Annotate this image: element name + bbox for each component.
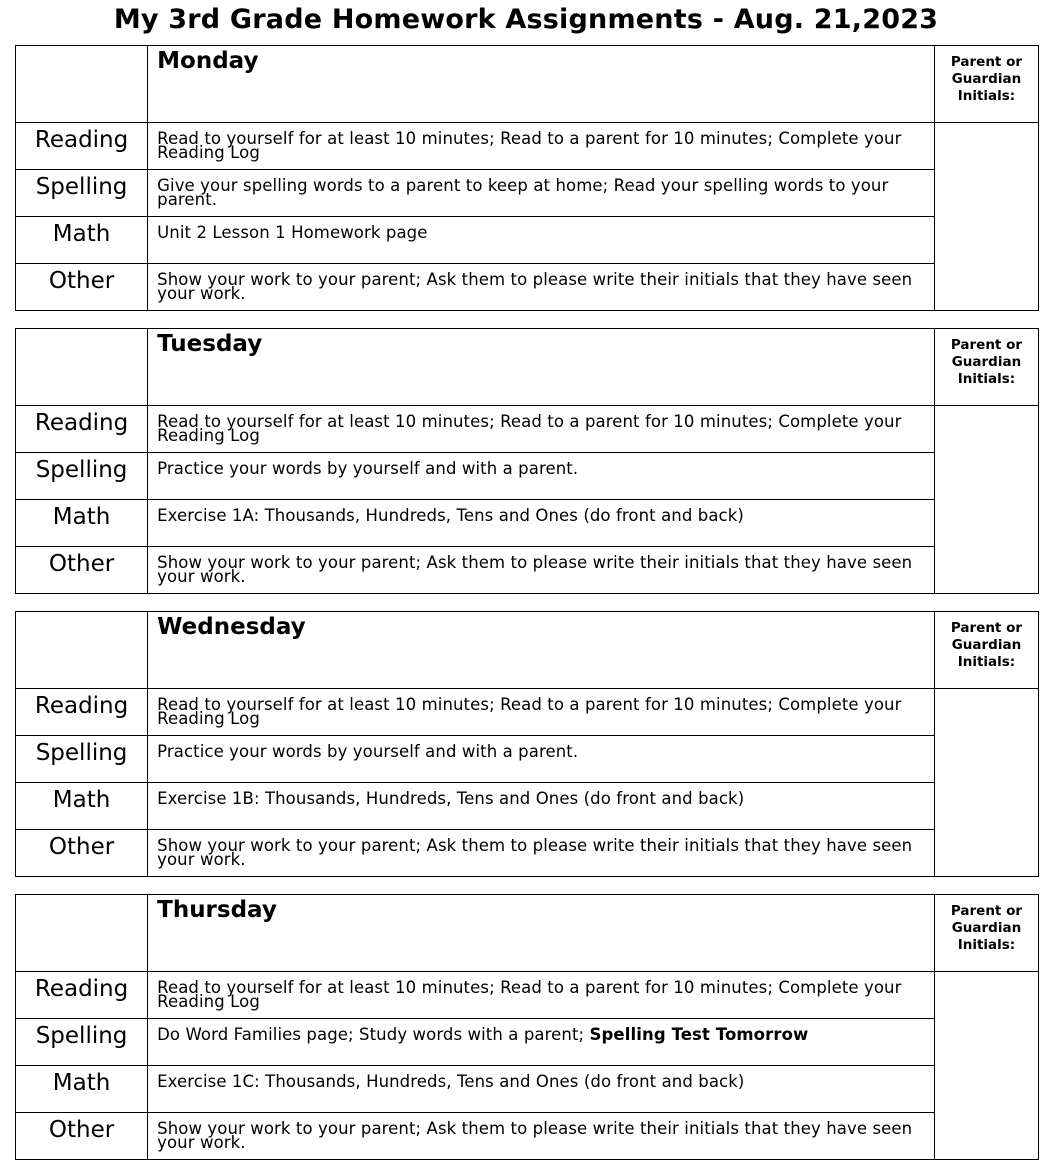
initials-field[interactable] bbox=[934, 406, 1038, 594]
spelling-test-notice: Spelling Test Tomorrow bbox=[589, 1025, 809, 1044]
subject-label: Reading bbox=[34, 976, 129, 1002]
task-text: Practice your words by yourself and with a parent. bbox=[157, 742, 579, 761]
subject-label: Math bbox=[52, 221, 111, 247]
subject-label: Spelling bbox=[35, 174, 128, 200]
subject-label: Reading bbox=[34, 693, 129, 719]
day-name: Thursday bbox=[157, 897, 277, 923]
task-text: Practice your words by yourself and with a parent. bbox=[157, 459, 579, 478]
initials-header-cell bbox=[934, 329, 1038, 406]
initials-field[interactable] bbox=[934, 689, 1038, 877]
subject-label: Reading bbox=[34, 127, 129, 153]
subject-label: Other bbox=[48, 834, 115, 860]
initials-field[interactable] bbox=[934, 123, 1038, 311]
subject-label: Spelling bbox=[35, 740, 128, 766]
task-text: Show your work to your parent; Ask them to please write their initials that they have seen your work. bbox=[157, 836, 913, 869]
task-text: Read to yourself for at least 10 minutes; Read to a parent for 10 minutes; Complete your Reading Log bbox=[157, 695, 902, 728]
task-text bbox=[148, 1019, 934, 1042]
subject-label: Other bbox=[48, 551, 115, 577]
initials-header-cell bbox=[934, 612, 1038, 689]
day-header-cell bbox=[148, 46, 935, 123]
task-text: Read to yourself for at least 10 minutes; Read to a parent for 10 minutes; Complete your Reading Log bbox=[157, 412, 902, 445]
task-text: Exercise 1C: Thousands, Hundreds, Tens and Ones (do front and back) bbox=[157, 1072, 745, 1091]
task-text: Give your spelling words to a parent to keep at home; Read your spelling words to your parent. bbox=[157, 176, 889, 209]
blank-cell bbox=[16, 46, 148, 123]
task-text: Read to yourself for at least 10 minutes; Read to a parent for 10 minutes; Complete your Reading Log bbox=[157, 978, 902, 1011]
task-text: Show your work to your parent; Ask them to please write their initials that they have seen your work. bbox=[157, 270, 913, 303]
initials-header-cell bbox=[934, 46, 1038, 123]
blank-cell bbox=[16, 612, 148, 689]
day-table-monday bbox=[15, 45, 1039, 311]
day-header-cell bbox=[148, 612, 935, 689]
day-header-cell bbox=[148, 895, 935, 972]
task-text: Read to yourself for at least 10 minutes; Read to a parent for 10 minutes; Complete your Reading Log bbox=[157, 129, 902, 162]
day-name: Tuesday bbox=[157, 331, 263, 357]
task-text-regular: Do Word Families page; Study words with a parent; bbox=[157, 1025, 590, 1044]
blank-cell bbox=[16, 895, 148, 972]
subject-label: Spelling bbox=[35, 1023, 128, 1049]
day-table-wednesday bbox=[15, 611, 1039, 877]
subject-label: Math bbox=[52, 504, 111, 530]
day-table-tuesday bbox=[15, 328, 1039, 594]
initials-header: Parent or Guardian Initials: bbox=[950, 620, 1023, 670]
task-text: Exercise 1B: Thousands, Hundreds, Tens and Ones (do front and back) bbox=[157, 789, 745, 808]
initials-header: Parent or Guardian Initials: bbox=[950, 903, 1023, 953]
subject-label: Spelling bbox=[35, 457, 128, 483]
task-text: Show your work to your parent; Ask them to please write their initials that they have seen your work. bbox=[157, 553, 913, 586]
blank-cell bbox=[16, 329, 148, 406]
task-text: Unit 2 Lesson 1 Homework page bbox=[157, 223, 428, 242]
day-name: Wednesday bbox=[157, 614, 306, 640]
page-title: My 3rd Grade Homework Assignments - Aug. 21,2023 bbox=[113, 4, 939, 35]
task-text: Show your work to your parent; Ask them to please write their initials that they have seen your work. bbox=[157, 1119, 913, 1152]
subject-label: Reading bbox=[34, 410, 129, 436]
day-name: Monday bbox=[157, 48, 259, 74]
subject-label: Other bbox=[48, 1117, 115, 1143]
initials-header: Parent or Guardian Initials: bbox=[950, 54, 1023, 104]
subject-label: Math bbox=[52, 1070, 111, 1096]
initials-header-cell bbox=[934, 895, 1038, 972]
day-header-cell bbox=[148, 329, 935, 406]
initials-field[interactable] bbox=[934, 972, 1038, 1160]
task-text: Exercise 1A: Thousands, Hundreds, Tens and Ones (do front and back) bbox=[157, 506, 744, 525]
initials-header: Parent or Guardian Initials: bbox=[950, 337, 1023, 387]
day-table-thursday bbox=[15, 894, 1039, 1160]
subject-label: Other bbox=[48, 268, 115, 294]
subject-label: Math bbox=[52, 787, 111, 813]
